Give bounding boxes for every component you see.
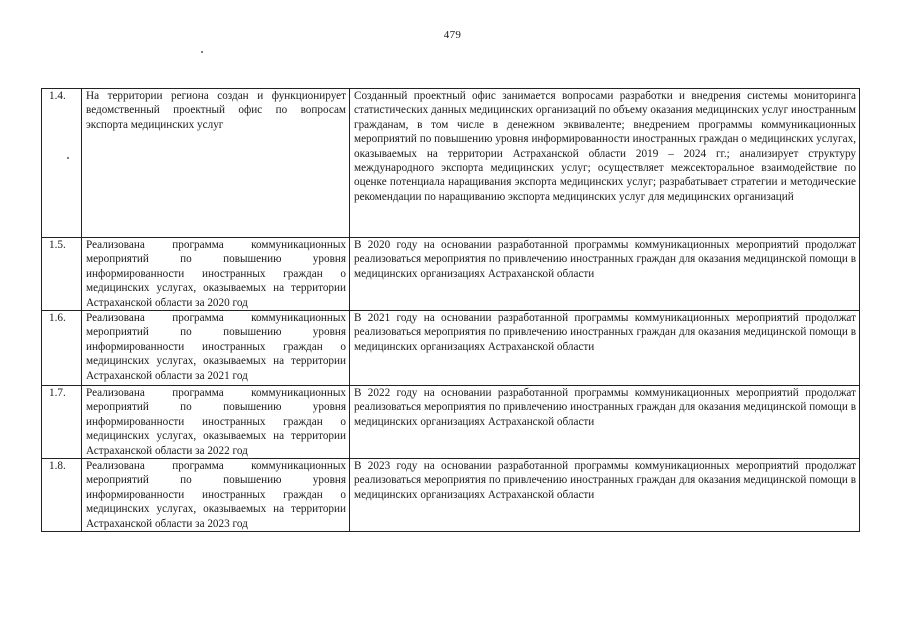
scan-speck (201, 51, 203, 53)
event-description: Реализована программа коммуникационных мероприятий по повышению уровня информированности иностранных граждан о медицинских услугах, оказываемых на территории Астраханской области за 2023 год (82, 459, 350, 532)
row-number: 1.7. (42, 386, 82, 459)
row-number: 1.5. (42, 238, 82, 311)
table-row (42, 386, 860, 459)
result-description: В 2022 году на основании разработанной программы коммуникационных мероприятий продолжат реализоваться мероприятия по привлечению иностранных граждан для оказания медицинской помощи в медицинских организациях Астраханской области (350, 386, 860, 459)
page-number: 479 (443, 29, 462, 41)
event-description: На территории региона создан и функционирует ведомственный проектный офис по вопросам экспорта медицинских услуг (82, 89, 350, 238)
row-number: 1.6. (42, 311, 82, 386)
table-row (42, 89, 860, 238)
event-description: Реализована программа коммуникационных мероприятий по повышению уровня информированности иностранных граждан о медицинских услугах, оказываемых на территории Астраханской области за 2022 год (82, 386, 350, 459)
event-description: Реализована программа коммуникационных мероприятий по повышению уровня информированности иностранных граждан о медицинских услугах, оказываемых на территории Астраханской области за 2020 год (82, 238, 350, 311)
row-number: 1.4. (42, 89, 82, 238)
table-row (42, 238, 860, 311)
result-description: Созданный проектный офис занимается вопросами разработки и внедрения системы мониторинга статистических данных медицинских организаций по объему оказания медицинских услуг иностранным гражданам, в том числе в денежном эквиваленте; внедрением программы коммуникационных мероприятий по повышению уровня информированности иностранных граждан о медицинских услугах, оказываемых на территории Астраханской области 2019 – 2024 гг.; анализирует структуру международного экспорта медицинских услуг; осуществляет межсекторальное взаимодействие по оценке потенциала наращивания экспорта медицинских услуг; разрабатывает стратегии и методические рекомендации по наращиванию экспорта медицинских услуг для медицинских организаций (350, 89, 860, 238)
measures-table (41, 88, 860, 532)
result-description: В 2021 году на основании разработанной программы коммуникационных мероприятий продолжат реализоваться мероприятия по привлечению иностранных граждан для оказания медицинской помощи в медицинских организациях Астраханской области (350, 311, 860, 386)
result-description: В 2020 году на основании разработанной программы коммуникационных мероприятий продолжат реализоваться мероприятия по привлечению иностранных граждан для оказания медицинской помощи в медицинских организациях Астраханской области (350, 238, 860, 311)
table-row (42, 459, 860, 532)
table-row (42, 311, 860, 386)
event-description: Реализована программа коммуникационных мероприятий по повышению уровня информированности иностранных граждан о медицинских услугах, оказываемых на территории Астраханской области за 2021 год (82, 311, 350, 386)
result-description: В 2023 году на основании разработанной программы коммуникационных мероприятий продолжат реализоваться мероприятия по привлечению иностранных граждан для оказания медицинской помощи в медицинских организациях Астраханской области (350, 459, 860, 532)
row-number: 1.8. (42, 459, 82, 532)
